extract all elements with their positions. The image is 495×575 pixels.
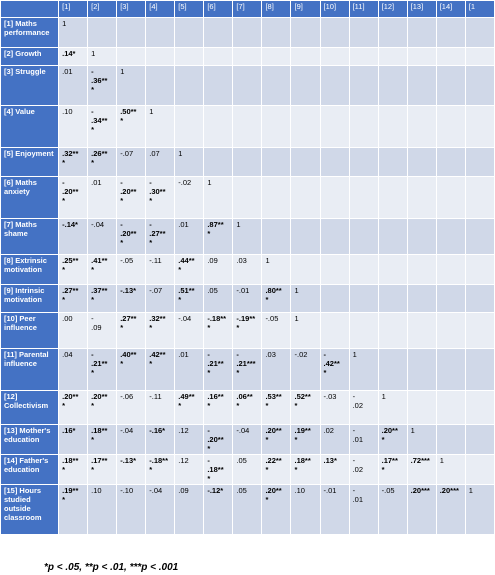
table-cell	[349, 66, 378, 106]
table-row	[1, 66, 495, 106]
table-cell	[465, 18, 494, 48]
table-cell	[465, 455, 494, 485]
table-cell: .12	[175, 425, 204, 455]
table-cell: .14*	[59, 48, 88, 66]
table-cell	[378, 48, 407, 66]
table-cell: - .02	[349, 391, 378, 425]
table-cell	[146, 18, 175, 48]
table-cell: -.14*	[59, 219, 88, 255]
table-cell: .32** *	[59, 148, 88, 177]
table-cell	[262, 66, 291, 106]
table-cell	[465, 391, 494, 425]
row-label: [7] Maths shame	[1, 219, 59, 255]
header-row	[1, 1, 495, 18]
table-cell: - .01	[349, 425, 378, 455]
table-cell	[378, 106, 407, 148]
table-cell: - .09	[88, 313, 117, 349]
table-cell	[407, 66, 436, 106]
table-cell: -.16*	[146, 425, 175, 455]
table-cell: .07	[146, 148, 175, 177]
column-header: [1	[465, 1, 494, 18]
table-cell: .01	[59, 66, 88, 106]
row-label: [3] Struggle	[1, 66, 59, 106]
table-cell	[436, 177, 465, 219]
table-cell: .20***	[436, 485, 465, 535]
table-cell	[349, 148, 378, 177]
table-cell: .20** *	[88, 391, 117, 425]
table-cell: .20** *	[262, 485, 291, 535]
table-cell	[349, 18, 378, 48]
table-cell	[349, 313, 378, 349]
table-cell	[465, 177, 494, 219]
row-label: [5] Enjoyment	[1, 148, 59, 177]
table-cell	[349, 106, 378, 148]
table-cell: .41** *	[88, 255, 117, 285]
table-cell: - .42** *	[320, 349, 349, 391]
row-label: [2] Growth	[1, 48, 59, 66]
table-cell	[436, 18, 465, 48]
table-cell	[465, 106, 494, 148]
table-cell: .18** *	[59, 455, 88, 485]
column-header: [2]	[88, 1, 117, 18]
table-cell: -.19** *	[233, 313, 262, 349]
table-cell: 1	[204, 177, 233, 219]
column-header: [3]	[117, 1, 146, 18]
table-cell	[378, 255, 407, 285]
row-label: [13] Mother's education	[1, 425, 59, 455]
table-cell	[175, 66, 204, 106]
table-row	[1, 349, 495, 391]
table-cell: -.18** *	[146, 455, 175, 485]
table-cell: .20** *	[59, 391, 88, 425]
significance-note: *p < .05, **p < .01, ***p < .001	[44, 562, 179, 573]
table-cell	[465, 219, 494, 255]
table-cell: 1	[175, 148, 204, 177]
table-cell: .16*	[59, 425, 88, 455]
table-cell	[320, 177, 349, 219]
table-cell: .10	[291, 485, 320, 535]
table-cell	[407, 177, 436, 219]
table-cell: .52** *	[291, 391, 320, 425]
table-cell: - .36** *	[88, 66, 117, 106]
table-cell: -.07	[146, 285, 175, 313]
table-cell	[175, 48, 204, 66]
table-cell: -.18** *	[204, 313, 233, 349]
table-cell: - .20** *	[117, 177, 146, 219]
table-cell	[436, 313, 465, 349]
table-cell	[465, 349, 494, 391]
table-cell: -.02	[291, 349, 320, 391]
table-cell: .40** *	[117, 349, 146, 391]
table-cell	[407, 349, 436, 391]
table-cell: - .20** *	[204, 425, 233, 455]
table-cell: .13*	[320, 455, 349, 485]
column-header: [6]	[204, 1, 233, 18]
table-cell: .50** *	[117, 106, 146, 148]
table-cell: -.05	[262, 313, 291, 349]
table-cell: 1	[378, 391, 407, 425]
table-cell	[436, 285, 465, 313]
table-cell: .09	[175, 485, 204, 535]
row-label: [14] Father's education	[1, 455, 59, 485]
table-row	[1, 391, 495, 425]
table-cell	[204, 148, 233, 177]
table-cell	[407, 255, 436, 285]
table-cell	[233, 177, 262, 219]
table-cell: .87** *	[204, 219, 233, 255]
table-cell: .17** *	[378, 455, 407, 485]
row-label: [4] Value	[1, 106, 59, 148]
table-cell: - .27** *	[146, 219, 175, 255]
table-row	[1, 313, 495, 349]
table-cell: -.04	[117, 425, 146, 455]
column-header: [7]	[233, 1, 262, 18]
table-cell: .19** *	[59, 485, 88, 535]
table-cell	[175, 18, 204, 48]
column-header: [8]	[262, 1, 291, 18]
table-cell: .20** *	[262, 425, 291, 455]
table-cell: - .18** *	[204, 455, 233, 485]
row-label: [11] Parental influence	[1, 349, 59, 391]
table-cell	[349, 219, 378, 255]
table-cell: -.01	[233, 285, 262, 313]
table-cell	[233, 148, 262, 177]
table-cell	[146, 48, 175, 66]
table-cell: 1	[407, 425, 436, 455]
table-cell	[262, 219, 291, 255]
table-cell	[436, 48, 465, 66]
column-header: [13]	[407, 1, 436, 18]
table-cell	[262, 18, 291, 48]
table-cell: .16** *	[204, 391, 233, 425]
table-cell	[291, 148, 320, 177]
table-cell: .18** *	[88, 425, 117, 455]
table-cell: .00	[59, 313, 88, 349]
table-cell: -.05	[117, 255, 146, 285]
table-cell: - .20** *	[59, 177, 88, 219]
table-cell: .32** *	[146, 313, 175, 349]
table-cell: 1	[291, 313, 320, 349]
table-cell: -.02	[175, 177, 204, 219]
table-cell	[407, 313, 436, 349]
column-header: [11]	[349, 1, 378, 18]
table-cell: - .34** *	[88, 106, 117, 148]
table-cell: .04	[59, 349, 88, 391]
table-cell	[291, 18, 320, 48]
table-cell: 1	[88, 48, 117, 66]
table-cell: .18** *	[291, 455, 320, 485]
table-cell: .05	[204, 285, 233, 313]
column-header: [14]	[436, 1, 465, 18]
table-cell: .17** *	[88, 455, 117, 485]
table-cell: -.04	[175, 313, 204, 349]
row-label: [6] Maths anxiety	[1, 177, 59, 219]
table-cell: - .21** *	[88, 349, 117, 391]
table-cell	[407, 219, 436, 255]
table-cell	[378, 177, 407, 219]
table-cell: .37** *	[88, 285, 117, 313]
table-row	[1, 455, 495, 485]
row-label: [10] Peer influence	[1, 313, 59, 349]
table-cell	[262, 48, 291, 66]
table-cell	[320, 219, 349, 255]
table-cell	[407, 148, 436, 177]
table-cell	[320, 285, 349, 313]
table-cell	[291, 48, 320, 66]
table-cell	[349, 48, 378, 66]
table-cell: .03	[262, 349, 291, 391]
table-cell: - .30** *	[146, 177, 175, 219]
table-cell: .10	[59, 106, 88, 148]
table-cell: .05	[233, 485, 262, 535]
table-cell	[436, 391, 465, 425]
table-cell: -.12*	[204, 485, 233, 535]
table-cell	[233, 18, 262, 48]
table-cell: -.05	[378, 485, 407, 535]
table-cell: -.04	[88, 219, 117, 255]
column-header: [10]	[320, 1, 349, 18]
table-cell	[378, 18, 407, 48]
table-cell: -.11	[146, 391, 175, 425]
table-cell	[320, 255, 349, 285]
table-cell: .20** *	[378, 425, 407, 455]
table-cell	[204, 106, 233, 148]
table-row	[1, 177, 495, 219]
table-body	[1, 1, 495, 535]
table-cell	[436, 425, 465, 455]
table-cell	[88, 18, 117, 48]
table-cell	[465, 313, 494, 349]
table-cell	[378, 349, 407, 391]
table-cell: .27** *	[117, 313, 146, 349]
table-cell: .01	[88, 177, 117, 219]
column-header: [9]	[291, 1, 320, 18]
table-cell	[262, 106, 291, 148]
table-cell	[204, 48, 233, 66]
table-cell	[465, 48, 494, 66]
table-row	[1, 106, 495, 148]
table-cell	[262, 148, 291, 177]
table-row	[1, 18, 495, 48]
table-cell	[436, 106, 465, 148]
table-row	[1, 148, 495, 177]
table-cell: .02	[320, 425, 349, 455]
table-cell: .20***	[407, 485, 436, 535]
row-label: [12] Collectivism	[1, 391, 59, 425]
column-header: [4]	[146, 1, 175, 18]
column-header: [5]	[175, 1, 204, 18]
table-cell	[291, 219, 320, 255]
column-header: [1]	[59, 1, 88, 18]
table-cell	[407, 48, 436, 66]
table-cell	[465, 255, 494, 285]
table-cell	[233, 106, 262, 148]
table-cell: .10	[88, 485, 117, 535]
table-row	[1, 255, 495, 285]
table-cell: .25** *	[59, 255, 88, 285]
table-cell: .12	[175, 455, 204, 485]
table-cell	[407, 18, 436, 48]
table-cell	[233, 48, 262, 66]
table-cell: .03	[233, 255, 262, 285]
table-cell: 1	[233, 219, 262, 255]
table-row	[1, 485, 495, 535]
table-cell: -.03	[320, 391, 349, 425]
table-cell: 1	[262, 255, 291, 285]
table-cell	[320, 106, 349, 148]
table-cell: -.04	[146, 485, 175, 535]
table-cell	[407, 285, 436, 313]
table-cell	[465, 148, 494, 177]
table-cell	[320, 66, 349, 106]
table-cell: .80** *	[262, 285, 291, 313]
table-cell	[117, 18, 146, 48]
table-cell: .27** *	[59, 285, 88, 313]
table-cell	[320, 313, 349, 349]
table-cell: .49** *	[175, 391, 204, 425]
table-cell: .01	[175, 349, 204, 391]
table-cell: - .20** *	[117, 219, 146, 255]
table-cell	[146, 66, 175, 106]
table-cell: .42** *	[146, 349, 175, 391]
table-cell	[465, 425, 494, 455]
table-cell: .19** *	[291, 425, 320, 455]
table-cell	[320, 148, 349, 177]
table-cell: 1	[146, 106, 175, 148]
table-cell	[291, 177, 320, 219]
table-cell: -.04	[233, 425, 262, 455]
table-cell	[204, 66, 233, 106]
table-row	[1, 285, 495, 313]
table-cell	[320, 18, 349, 48]
table-cell: .26** *	[88, 148, 117, 177]
table-cell: .53** *	[262, 391, 291, 425]
table-cell	[407, 391, 436, 425]
table-cell	[378, 148, 407, 177]
table-cell: .22** *	[262, 455, 291, 485]
table-row	[1, 48, 495, 66]
table-cell	[349, 255, 378, 285]
table-cell: 1	[349, 349, 378, 391]
table-cell	[378, 219, 407, 255]
table-cell: .06** *	[233, 391, 262, 425]
table-cell: -.06	[117, 391, 146, 425]
table-cell	[262, 177, 291, 219]
table-cell: .05	[233, 455, 262, 485]
table-cell: 1	[59, 18, 88, 48]
table-cell: -.10	[117, 485, 146, 535]
table-cell: .44** *	[175, 255, 204, 285]
table-cell	[233, 66, 262, 106]
table-cell	[204, 18, 233, 48]
table-cell	[407, 106, 436, 148]
table-cell: - .21** *	[204, 349, 233, 391]
table-cell	[465, 285, 494, 313]
table-cell: .51** *	[175, 285, 204, 313]
table-cell	[436, 66, 465, 106]
table-cell: -.01	[320, 485, 349, 535]
table-cell: - .21*** *	[233, 349, 262, 391]
table-cell	[436, 255, 465, 285]
row-label: [8] Extrinsic motivation	[1, 255, 59, 285]
table-cell	[349, 177, 378, 219]
table-cell	[465, 66, 494, 106]
row-label: [15] Hours studied outside classroom	[1, 485, 59, 535]
table-cell: -.07	[117, 148, 146, 177]
table-cell	[349, 285, 378, 313]
table-cell: 1	[465, 485, 494, 535]
table-cell	[320, 48, 349, 66]
header-corner	[1, 1, 59, 18]
table-cell: 1	[291, 285, 320, 313]
table-cell: 1	[117, 66, 146, 106]
table-cell	[291, 255, 320, 285]
row-label: [9] Intrinsic motivation	[1, 285, 59, 313]
table-cell: .72***	[407, 455, 436, 485]
row-label: [1] Maths performance	[1, 18, 59, 48]
table-cell: - .01	[349, 485, 378, 535]
table-cell: .01	[175, 219, 204, 255]
table-cell	[117, 48, 146, 66]
table-cell: - .02	[349, 455, 378, 485]
table-cell	[378, 66, 407, 106]
table-cell	[436, 148, 465, 177]
column-header: [12]	[378, 1, 407, 18]
table-cell: -.13*	[117, 455, 146, 485]
table-cell: .09	[204, 255, 233, 285]
table-row	[1, 425, 495, 455]
table-row	[1, 219, 495, 255]
table-cell: 1	[436, 455, 465, 485]
table-cell	[378, 313, 407, 349]
table-cell	[436, 349, 465, 391]
table-cell: -.11	[146, 255, 175, 285]
table-cell	[436, 219, 465, 255]
table-cell	[291, 66, 320, 106]
table-cell	[378, 285, 407, 313]
table-cell	[291, 106, 320, 148]
table-cell	[175, 106, 204, 148]
table-cell: -.13*	[117, 285, 146, 313]
